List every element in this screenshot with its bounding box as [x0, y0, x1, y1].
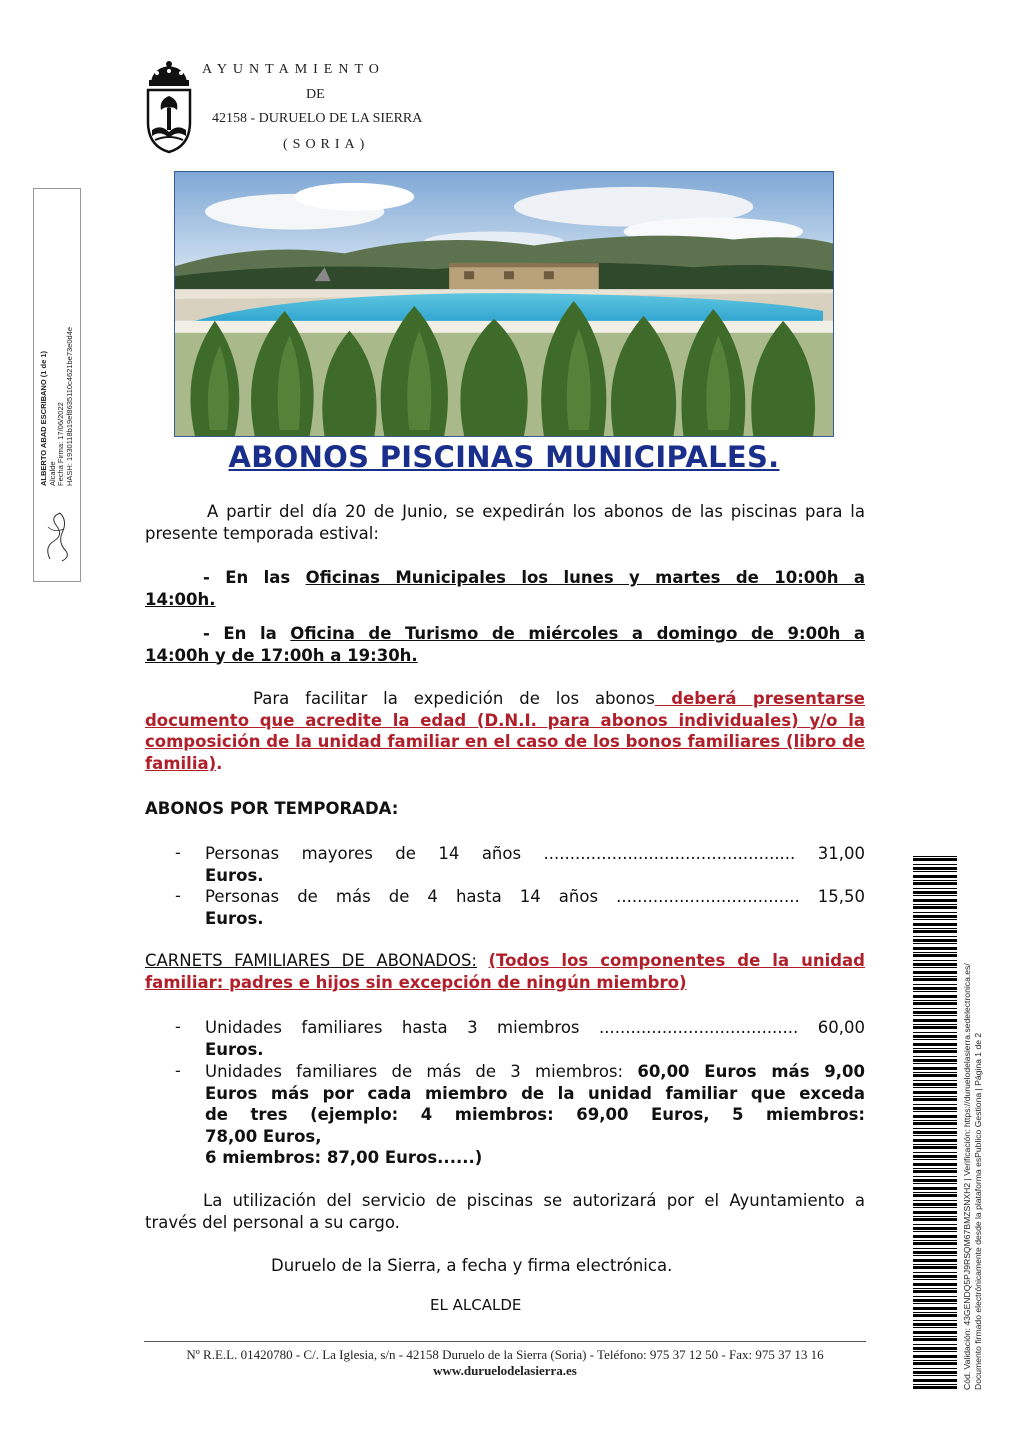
requirement-paragraph [145, 688, 865, 774]
signer-name: ALBERTO ABAD ESCRIBANO (1 de 1) [39, 350, 48, 486]
family-item2-line5: 6 miembros: 87,00 Euros......) [205, 1148, 483, 1167]
family-item-more-than-3 [205, 1061, 865, 1169]
family-note: (Todos los componentes de la unidad familiar: padres e hijos sin excepción de ningún miembro) [145, 951, 865, 992]
validation-line1: Cód. Validación: 43GENDQ5PJ9RSQM67BMZSNXH2 | Verificación: https://duruelodelasierra.sedelectronica.es/ [962, 963, 972, 1390]
page-title: ABONOS PISCINAS MUNICIPALES. [228, 440, 780, 474]
family-heading: CARNETS FAMILIARES DE ABONADOS: [145, 951, 477, 970]
season-item-currency: Euros. [205, 865, 264, 885]
place-date: Duruelo de la Sierra, a fecha y firma electrónica. [271, 1256, 673, 1275]
office2-prefix: - En la [203, 624, 291, 643]
pool-photo [174, 171, 834, 437]
list-bullet: - [175, 1017, 181, 1036]
requirement-lead: Para facilitar la expedición de los abonos [253, 689, 655, 708]
signer-title: EL ALCALDE [430, 1296, 522, 1314]
intro-paragraph [145, 501, 865, 544]
requirement-highlight: deberá presentarse documento que acredite la edad (D.N.I. para abonos individuales) y/o la composición de la unidad familiar en el caso de los bonos familiares (libro de familia) [145, 689, 865, 773]
header-province: (SORIA) [283, 137, 370, 152]
barcode-icon [913, 856, 957, 1390]
signature-date: Fecha Firma: 17/06/2022 [56, 402, 65, 486]
office-municipal [145, 567, 865, 610]
family-item-up-to-3 [205, 1017, 865, 1060]
signature-scribble-icon [40, 507, 76, 567]
family-item2-line1: 60,00 Euros más 9,00 [637, 1062, 865, 1081]
season-item-children [205, 886, 865, 929]
list-bullet: - [175, 843, 181, 862]
office-turismo [145, 623, 865, 666]
season-item-line: Personas mayores de 14 años ................................................ 31,00 [205, 844, 865, 863]
office2-detail-line1: Oficina de Turismo de miércoles a domingo de 9:00h a [290, 624, 866, 643]
header-de: DE [306, 87, 325, 102]
family-heading-block [145, 950, 865, 993]
season-heading: ABONOS POR TEMPORADA: [145, 799, 399, 818]
requirement-end: . [216, 753, 223, 773]
signer-role: Alcalde [47, 461, 57, 486]
closing-paragraph [145, 1190, 865, 1233]
validation-text [962, 850, 1002, 1390]
closing-text: La utilización del servicio de piscinas se autorizará por el Ayuntamiento a través del personal a su cargo. [145, 1191, 865, 1232]
office1-prefix: - En las [203, 568, 306, 587]
family-item-line: Unidades familiares hasta 3 miembros ...................................... 60,00 [205, 1018, 865, 1037]
office1-detail-line1: Oficinas Municipales los lunes y martes de 10:00h a [305, 568, 865, 587]
list-bullet: - [175, 886, 181, 905]
header-ayuntamiento: AYUNTAMIENTO [202, 62, 385, 77]
office1-detail-line2: 14:00h. [145, 589, 216, 609]
season-item-adults [205, 843, 865, 886]
family-item2-lead: Unidades familiares de más de 3 miembros: [205, 1062, 638, 1081]
family-item2-line2: Euros más por cada miembro de la unidad familiar que exceda [205, 1083, 865, 1103]
municipal-crest-icon [143, 60, 195, 154]
family-item2-line4: 78,00 Euros, [205, 1126, 322, 1146]
season-item-currency: Euros. [205, 908, 264, 928]
footer-website[interactable]: www.duruelodelasierra.es [433, 1363, 577, 1378]
header-town: 42158 - DURUELO DE LA SIERRA [212, 111, 423, 126]
season-item-line: Personas de más de 4 hasta 14 años ................................... 15,50 [205, 887, 865, 906]
list-bullet: - [175, 1061, 181, 1080]
footer-address: Nº R.E.L. 01420780 - C/. La Iglesia, s/n - 42158 Duruelo de la Sierra (Soria) - Teléfono: 975 37 12 50 - Fax: 975 37 13 16 [186, 1347, 824, 1362]
validation-line2: Documento firmado electrónicamente desde la plataforma esPublico Gestiona | Página 1 de 2 [973, 1032, 983, 1390]
family-item-currency: Euros. [205, 1039, 264, 1059]
footer-divider [144, 1341, 866, 1342]
family-item2-line3: de tres (ejemplo: 4 miembros: 69,00 Euros, 5 miembros: [205, 1105, 865, 1124]
intro-text: A partir del día 20 de Junio, se expedirán los abonos de las piscinas para la presente temporada estival: [145, 502, 865, 543]
signature-box [33, 188, 81, 582]
office2-detail-line2: 14:00h y de 17:00h a 19:30h. [145, 645, 418, 665]
signature-hash: HASH: 1930118b19ef8635110c4621be73e0d4e [64, 326, 74, 486]
